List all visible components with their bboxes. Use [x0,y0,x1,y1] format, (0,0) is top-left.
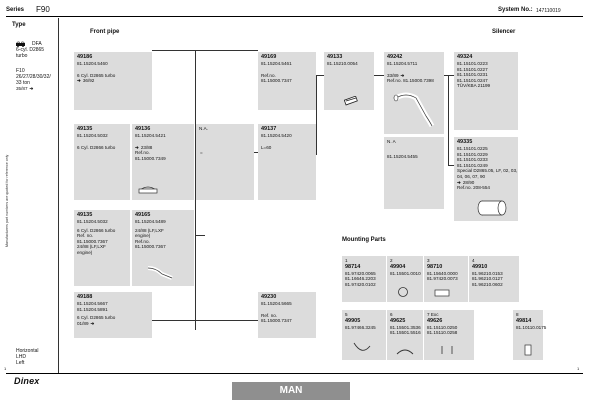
mount-number: 49625 [390,317,406,324]
part-number: 49136 [135,126,151,132]
arrow-icon: ➔ [29,86,34,91]
mount-index: 7 Exc [427,312,439,317]
mount-code: 81.15501.0010 [390,270,421,276]
mount-code: 81.96210.0127 [472,276,503,282]
mount-code: 81.15110.0258 [427,330,458,336]
date-line [16,86,33,92]
part-number: 49324 [457,54,473,60]
config1: Horizontal [16,348,39,354]
part-code: 81.15204.5455 [387,153,418,159]
mount-index: 4 [472,258,475,263]
ref-number: 81.15000.7367 [77,238,108,244]
ref-number: 81.15000.7367 [135,244,166,250]
part-49133[interactable] [324,52,374,110]
engine2: turbo [16,53,28,59]
connector [448,75,449,165]
ref-label: Ref.no. [135,238,150,244]
system-value: 147110019 [536,8,561,14]
config2: LHD [16,354,27,360]
part-code: 81.15204.5460 [77,61,108,66]
part-date: ➔ 23/88 [135,144,153,150]
nut-drawing [523,344,533,356]
na-label: N. A [387,139,396,144]
variants2: 33 ton [16,80,30,86]
page-small: 1 [4,366,7,371]
part-49230[interactable] [258,292,316,338]
mount-number: 49904 [390,263,406,270]
part-49137[interactable] [258,124,316,200]
drivetrain-icon: ⚙⚙ [16,41,25,47]
part-date: 01/89 ➔ [77,320,95,326]
part-desc: 6 Cyl. D2866 turbo [77,227,116,233]
mount-code: 81.16646.2203 [345,276,376,282]
part-49165[interactable] [132,210,194,286]
mount-number: 49626 [427,317,443,324]
ref-label: Ref. no. [261,312,278,318]
make-bar [232,382,350,400]
part-49135[interactable] [74,124,130,200]
mount-49905[interactable] [342,310,386,360]
mount-code: 81.15640.0000 [427,270,458,276]
pipe-drawing [392,88,438,130]
mount-code: 81.97420.0065 [345,270,376,276]
series-label: Series [6,7,25,13]
part-49242[interactable] [384,52,444,134]
header-rule [6,16,583,17]
variants: 26/27/28/30/32/ [16,74,51,80]
part-49188[interactable] [74,292,152,338]
part-code: 81.15210.0054 [327,61,358,66]
part-code: 81.15204.5461 [261,61,292,66]
connector [374,75,384,76]
na-cond: = [200,150,203,155]
connector [195,235,205,236]
mount-code: 81.96210.0602 [472,281,503,287]
part-number: 49230 [261,294,277,300]
mount-index: 2 [390,258,393,263]
header [6,4,583,16]
mount-index: 8 [516,312,519,317]
silencer-title: Silencer [492,29,516,35]
na-box-2[interactable] [384,137,444,209]
mount-code: 81.97466.3245 [345,324,376,330]
part-49136[interactable] [132,124,194,200]
arrow-icon: ➔ [77,78,81,84]
footer-rule [6,373,583,374]
car-icon [16,34,26,39]
part-desc: 6 Cyl. D2865 turbo [77,72,116,78]
part-number: 49169 [261,54,277,60]
part-code: 81.15101.0247 [457,77,488,83]
system-label: System No.: [498,7,533,13]
part-code: 81.15204.5421 [135,133,166,138]
clamp-drawing [434,288,450,298]
part-code: 81.15101.0227 [457,66,488,72]
mount-number: 49814 [516,317,532,324]
brand-logo: Dinex [14,376,40,386]
part-code: 81.15101.0229 [457,151,488,157]
config3: Left [16,360,25,366]
part-length: L=60 [261,144,272,150]
arrow-icon: ➔ [457,179,461,185]
mount-49814[interactable] [513,310,547,360]
mount-code: 81.15501.5516 [390,330,421,336]
mount-code: 81.97420.0073 [427,276,458,282]
na-label: N.A. [199,126,208,131]
connector [152,320,258,321]
part-number: 49137 [261,126,277,132]
mount-49910[interactable] [469,256,519,302]
mount-98710[interactable] [424,256,468,302]
date: 35/87 [16,86,28,91]
bolt-drawing [438,344,458,356]
series-value: F90 [36,5,50,14]
part-number: 49135 [77,126,93,132]
mount-index: 3 [427,258,430,263]
mount-code: 81.10110.0175 [516,324,547,330]
mount-number: 98714 [345,263,361,270]
mount-98714[interactable] [342,256,386,302]
front-pipe-title: Front pipe [90,29,120,35]
arrow-icon: ➔ [400,72,405,78]
part-code: 81.15204.5891 [77,306,108,312]
part-engine: engine) [135,233,151,239]
make-label: MAN [279,385,303,396]
mount-code: 81.15110.0250 [427,324,458,330]
part-number: 49165 [135,212,151,218]
mount-index: 5 [345,312,348,317]
mount-number: 49910 [472,263,488,270]
part-code: 81.15204.5032 [77,133,108,138]
special-note: 04, 06, 07, 90 [457,173,486,179]
mount-number: 49905 [345,317,361,324]
ref-number: 81.15000.7347 [261,318,292,324]
part-49186[interactable] [74,52,152,110]
part-code: 81.15204.5420 [261,133,292,138]
part-number: 49188 [77,294,93,300]
connector [152,50,258,51]
ref-number: 81.15000.7349 [135,155,166,161]
part-engine: engine) [77,249,93,255]
ref-label: Ref. no. [77,233,94,239]
arrow-icon: ➔ [90,320,95,326]
mount-number: 98710 [427,263,443,270]
silencer-drawing [476,199,508,217]
pipe-drawing [146,264,176,282]
part-code: 81.15101.0249 [457,162,488,168]
mount-code: 81.97420.0102 [345,281,376,287]
type-label: Type [12,22,26,28]
ref-label: Ref.no. [135,150,150,156]
part-code: 81.15101.0233 [457,157,488,163]
mount-code: 81.96210.0153 [472,270,503,276]
part-date: 24/88 (LF,LXF [135,227,164,233]
part-number: 49135 [77,212,93,218]
part-code: 81.15101.0225 [457,146,488,151]
mounting-title: Mounting Parts [342,237,386,243]
model: F10 [16,68,25,74]
bracket-drawing [352,340,372,356]
hanger-drawing [395,344,415,358]
part-code: 81.15204.5489 [135,219,166,224]
arrow-icon: ➔ [135,144,139,150]
vertical-note: Manufacturers part numbers are quoted for reference only [5,154,9,247]
part-code: 81.15101.0231 [457,72,488,78]
part-date: 24/88 (LF,LXF [77,244,106,250]
special-note: Special D2865.05, LF, 02, 03, [457,168,518,174]
part-number: 49242 [387,54,403,60]
engine: 6-cyl. D2865 [16,47,45,53]
part-49335[interactable] [454,137,518,221]
ring-drawing [397,286,409,298]
left-panel [6,18,59,373]
part-49324[interactable] [454,52,518,130]
part-code: 81.15101.0223 [457,61,488,66]
car-line: DFA [32,41,42,47]
page-number: 1 [577,366,580,371]
connector [316,75,324,76]
part-number: 49133 [327,54,343,60]
ref-number: Ref.no. 81.15000.7398 [387,78,434,84]
mount-index: 1 [345,258,348,263]
clamp-drawing [138,184,158,196]
mount-49626[interactable] [424,310,474,360]
part-date: ➔ 28/90 [457,179,475,185]
na-box-1[interactable] [196,124,254,200]
part-date: ➔ 36/92 [77,78,95,84]
ref-label: Ref.no. [261,72,276,78]
ref-number: Ref.no. 208-554 [457,185,490,191]
part-date: 33/89 ➔ [387,72,405,78]
part-code: 81.15204.5711 [387,61,418,66]
mount-49625[interactable] [387,310,423,360]
part-code: 81.15204.5667 [77,301,108,306]
part-number: 49335 [457,139,473,145]
ref-number: 81.15000.7347 [261,78,292,84]
part-49169[interactable] [258,52,316,110]
connector [316,75,317,155]
part-code: 81.15204.5665 [261,301,292,306]
part-49135-b[interactable] [74,210,130,286]
part-desc: 6 Cyl. D2866 turbo [77,144,116,150]
part-desc: 6 Cyl. D2865 turbo [77,315,116,321]
mount-code: 81.15501.3536 [390,324,421,330]
connector [444,75,454,76]
mount-index: 6 [390,312,393,317]
clamp-drawing [344,96,358,106]
mount-49904[interactable] [387,256,423,302]
approval: TÜV/KBA 21199 [457,83,491,89]
part-number: 49186 [77,54,93,60]
part-code: 81.15204.5032 [77,219,108,224]
